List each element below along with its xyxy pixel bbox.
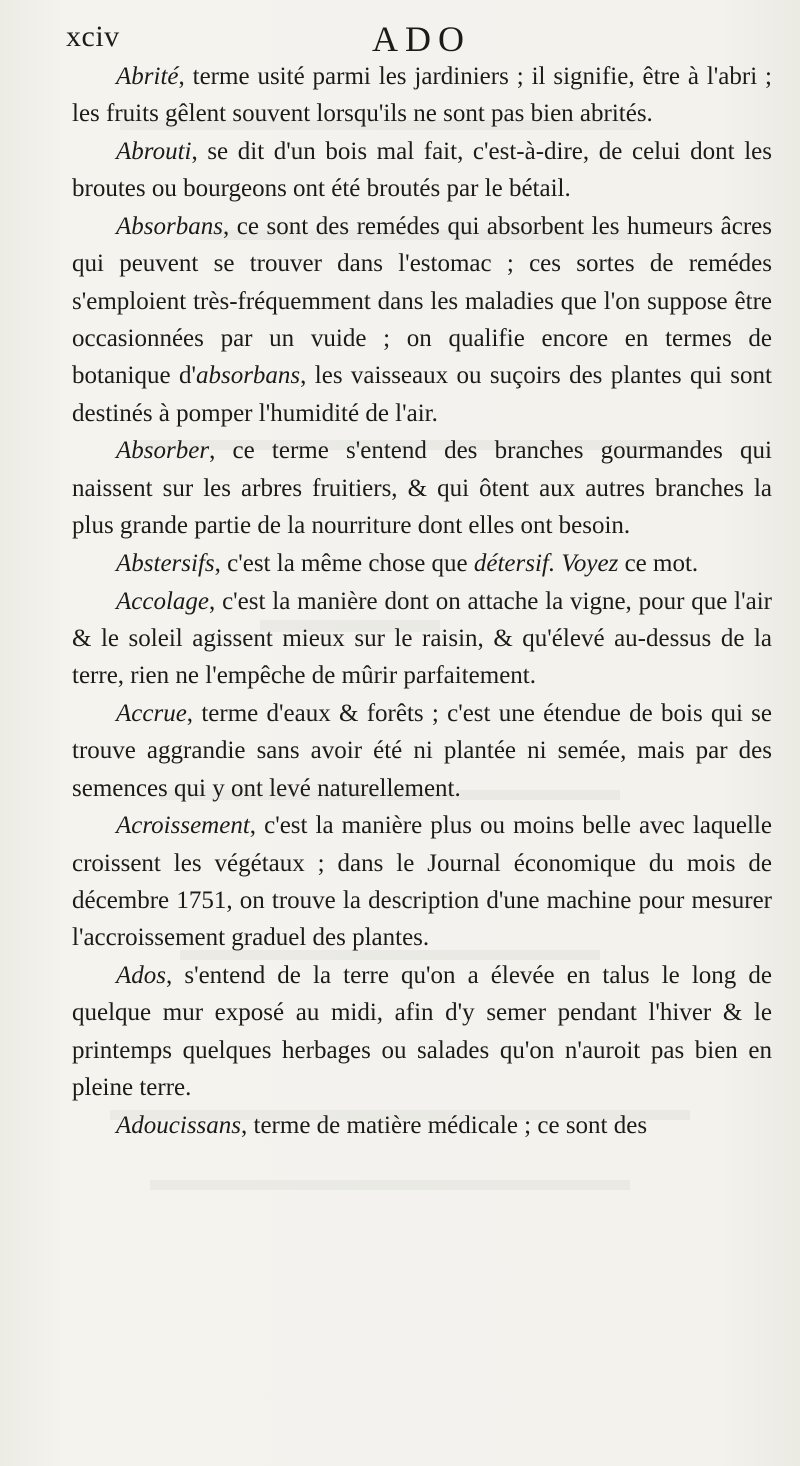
headword: Acroissement (116, 812, 250, 840)
headword: Abstersifs (116, 549, 215, 577)
running-title: ADO (372, 19, 471, 59)
page-number: xciv (66, 20, 120, 53)
definition: , terme de matière médicale ; ce sont des (241, 1111, 648, 1139)
entry-absorbans (72, 208, 772, 432)
definition: , c'est la manière plus ou moins belle avec laquelle croissent les végétaux ; dans le Journal économique du mois de décembre 1751, on trouve la description d'une machine pour mesurer l'accroissement graduel des plantes. (72, 812, 772, 952)
headword: Absorber (116, 437, 210, 465)
definition-continued: ce mot. (618, 549, 699, 577)
entry-abrouti (72, 133, 772, 208)
definition: , s'entend de la terre qu'on a élevée en talus le long de quelque mur exposé au midi, afin d'y semer pendant l'hiver & le printemps quelques herbages ou salades qu'on n'auroit pas bien en pleine terre. (72, 962, 772, 1102)
headword: Absorbans (116, 213, 223, 241)
definition: , ce terme s'entend des branches gourmandes qui naissent sur les arbres fruitiers, & qui ôtent aux autres branches la plus grande partie de la nourriture dont elles ont besoin. (72, 437, 772, 540)
definition: , ce sont des remédes qui absorbent les humeurs âcres qui peuvent se trouver dans l'estomac ; ces sortes de remédes s'emploient très-fréquemment dans les maladies que l'on suppose être occasionnées par un vuide ; on qualifie encore en termes de botanique d' (72, 213, 772, 390)
dictionary-text (72, 58, 772, 1144)
entry-acroissement (72, 807, 772, 956)
definition: , se dit d'un bois mal fait, c'est-à-dire, de celui dont les broutes ou bourgeons ont été broutés par le bétail. (72, 138, 772, 203)
headword: Abrité (116, 63, 179, 90)
entry-accrue (72, 695, 772, 807)
entry-adoucissans (72, 1107, 772, 1144)
definition: , terme usité parmi les jardiniers ; il signifie, être à l'abri ; les fruits gêlent souvent lorsqu'ils ne sont pas bien abrités. (72, 63, 772, 128)
headword: Abrouti (116, 138, 192, 166)
headword: Adoucissans (116, 1111, 241, 1139)
headword: Accolage (116, 587, 210, 615)
headword: Accrue (116, 700, 187, 728)
entry-accolage (72, 583, 772, 695)
page-header (66, 18, 786, 60)
entry-abstersifs (72, 545, 772, 582)
italic-term: absorbans (195, 362, 301, 390)
entry-abrite (72, 58, 772, 133)
headword: Ados (116, 962, 166, 990)
entry-ados (72, 957, 772, 1106)
entry-absorber (72, 432, 772, 544)
definition: , terme d'eaux & forêts ; c'est une étendue de bois qui se trouve aggrandie sans avoir été ni plantée ni semée, mais par des semences qui y ont levé naturellement. (72, 700, 772, 802)
definition-continued: , les vaisseaux ou suçoirs des plantes qui sont destinés à pomper l'humidité de l'air. (72, 362, 772, 427)
cross-reference: détersif. Voyez (473, 549, 619, 577)
definition: , c'est la même chose que (214, 549, 474, 577)
definition: , c'est la manière dont on attache la vigne, pour que l'air & le soleil agissent mieux sur le raisin, & qu'élevé au-dessus de la terre, rien ne l'empêche de mûrir parfaitement. (72, 587, 772, 690)
